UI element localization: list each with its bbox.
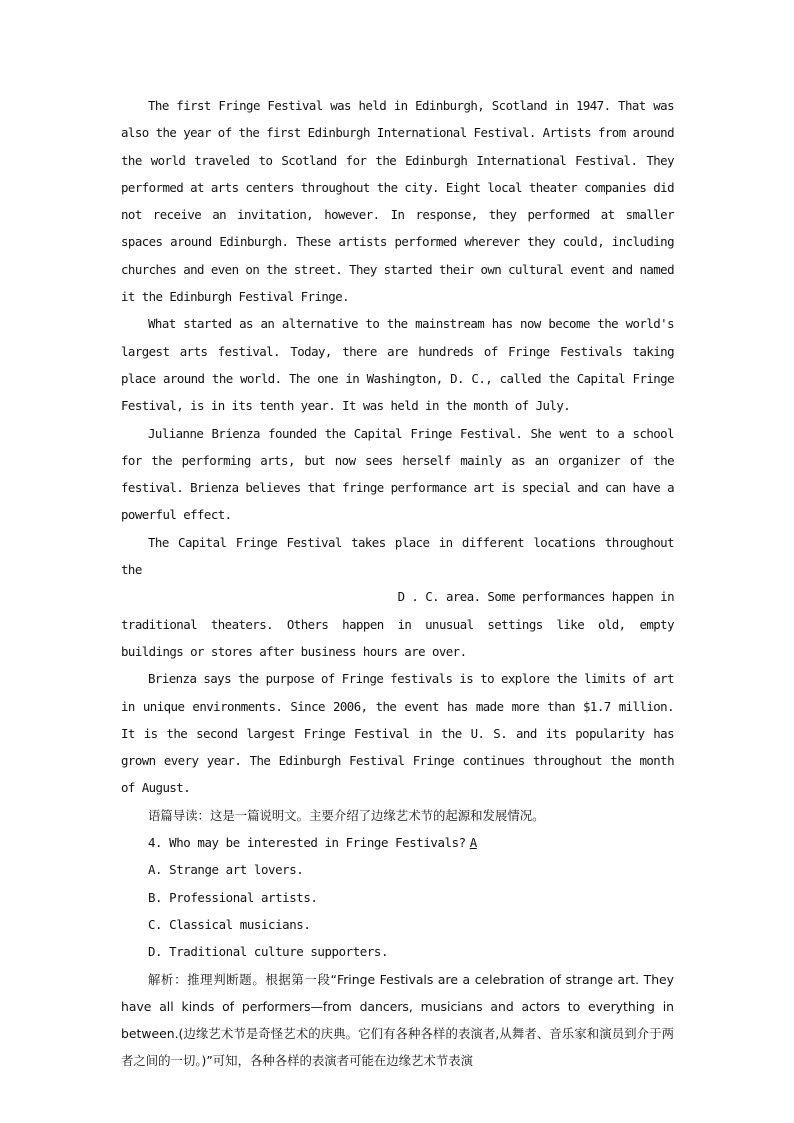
reading-guide: 语篇导读：这是一篇说明文。主要介绍了边缘艺术节的起源和发展情况。 xyxy=(148,807,545,823)
document-page xyxy=(121,92,674,1075)
option-a: A. Strange art lovers. xyxy=(148,862,304,878)
passage-paragraph-4-start: The Capital Fringe Festival takes place in different locations throughout the xyxy=(121,534,674,578)
question-text: 4. Who may be interested in Fringe Festivals? xyxy=(148,835,466,851)
option-c: C. Classical musicians. xyxy=(148,916,311,932)
option-d: D. Traditional culture supporters. xyxy=(148,944,389,960)
passage-paragraph-5: Brienza says the purpose of Fringe festivals is to explore the limits of art in unique environments. Since 2006, the event has made more than $1.7 million. It is the second largest Fringe Festival in the U. S. and its popularity has grown every year. The Edinburgh Festival Fringe continues throughout the month of August. xyxy=(121,671,674,796)
analysis-paragraph: 解析：推理判断题。根据第一段“Fringe Festivals are a celebration of strange art. They have all kinds of performers—from dancers, musicians and actors to everything in between.(边缘艺术节是奇怪艺术的庆典。它们有各种各样的表演者,从舞者、音乐家和演员到介于两者之间的一切。)”可知，各种各样的表演者可能在边缘艺术节表演 xyxy=(121,971,674,1069)
passage-paragraph-4-continued: D . C. area. Some performances happen in xyxy=(397,589,674,605)
passage-paragraph-2: What started as an alternative to the mainstream has now become the world's largest arts festival. Today, there are hundreds of Fringe Festivals taking place around the world. The one in Washington, D. C., called the Capital Fringe Festival, is in its tenth year. It was held in the month of July. xyxy=(121,316,674,414)
passage-paragraph-3: Julianne Brienza founded the Capital Fringe Festival. She went to a school for the performing arts, but now sees herself mainly as an organizer of the festival. Brienza believes that fringe performance art is special and can have a powerful effect. xyxy=(121,425,674,523)
question-stem xyxy=(121,829,674,856)
option-b: B. Professional artists. xyxy=(148,889,318,905)
passage-paragraph-4-end: traditional theaters. Others happen in unusual settings like old, empty buildings or stores after business hours are over. xyxy=(121,616,674,659)
answer-blank: A xyxy=(469,835,477,851)
passage-paragraph-1: The first Fringe Festival was held in Edinburgh, Scotland in 1947. That was also the year of the first Edinburgh International Festival. Artists from around the world traveled to Scotland for the Edinburgh International Festival. They performed at arts centers throughout the city. Eight local theater companies did not receive an invitation, however. In response, they performed at smaller spaces around Edinburgh. These artists performed wherever they could, including churches and even on the street. They started their own cultural event and named it the Edinburgh Festival Fringe. xyxy=(121,98,674,305)
